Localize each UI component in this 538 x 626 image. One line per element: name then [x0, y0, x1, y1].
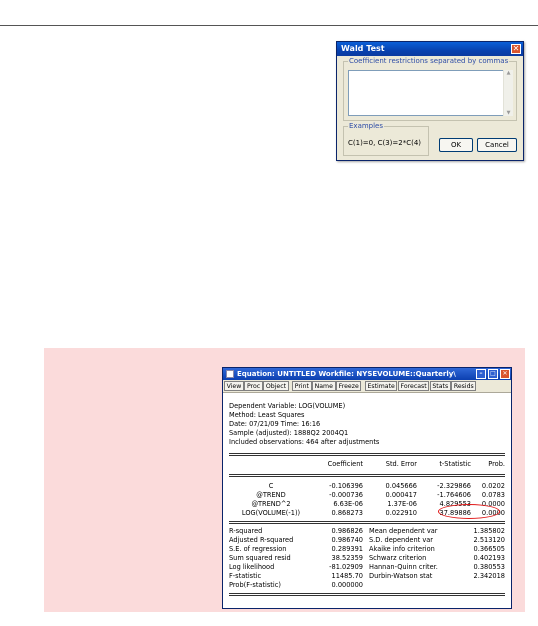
cancel-button[interactable]: Cancel [477, 138, 517, 152]
t-statistic-value: 4.829553 [439, 500, 471, 508]
stat-label: S.D. dependent var [369, 536, 433, 544]
name-button[interactable]: Name [312, 381, 335, 391]
estimate-button[interactable]: Estimate [365, 381, 398, 391]
forecast-button[interactable]: Forecast [398, 381, 429, 391]
stat-label: Mean dependent var [369, 527, 438, 535]
equation-window [222, 367, 512, 609]
date-line: Date: 07/21/09 Time: 16:16 [229, 420, 321, 428]
t-statistic-value: 37.89886 [439, 509, 471, 517]
table-rule [229, 455, 505, 456]
column-header: Coefficient [327, 460, 363, 468]
std-error-value: 0.000417 [385, 491, 417, 499]
annotation-ellipse [438, 504, 500, 519]
window-menu-icon[interactable] [226, 370, 234, 378]
variable-name: C [268, 482, 274, 490]
print-button[interactable]: Print [292, 381, 311, 391]
column-header: t-Statistic [439, 460, 471, 468]
stat-value: 0.986826 [331, 527, 363, 535]
view-button[interactable]: View [224, 381, 244, 391]
examples-group [343, 122, 429, 156]
coefficient-value: -0.000736 [329, 491, 363, 499]
restrictions-group [343, 57, 517, 121]
coefficient-value: 0.868273 [331, 509, 363, 517]
method-line: Method: Least Squares [229, 411, 305, 419]
stat-value: 0.380553 [473, 563, 505, 571]
table-rule [229, 476, 505, 477]
variable-name: @TREND [256, 491, 286, 499]
equation-title: Equation: UNTITLED Workfile: NYSEVOLUME::Quarterly\ [237, 370, 456, 378]
sample-line: Sample (adjusted): 1888Q2 2004Q1 [229, 429, 349, 437]
dependent-variable-line: Dependent Variable: LOG(VOLUME) [229, 402, 346, 410]
stat-value: 38.52359 [331, 554, 363, 562]
stat-label: Akaike info criterion [369, 545, 435, 553]
scroll-down-icon[interactable]: ▼ [506, 110, 511, 116]
maximize-icon[interactable]: □ [488, 369, 498, 379]
prob-value: 0.0202 [481, 482, 505, 490]
resids-button[interactable]: Resids [451, 381, 476, 391]
column-header: Prob. [488, 460, 505, 468]
minimize-icon[interactable]: – [476, 369, 486, 379]
stat-label: Prob(F-statistic) [229, 581, 281, 589]
stat-value: 0.289391 [331, 545, 363, 553]
table-rule [229, 453, 505, 454]
restrictions-input[interactable] [348, 70, 512, 116]
prob-value: 0.0000 [481, 500, 505, 508]
coefficient-value: 6.63E-06 [333, 500, 363, 508]
stat-label: S.E. of regression [229, 545, 287, 553]
std-error-value: 0.045666 [385, 482, 417, 490]
close-icon[interactable]: ✕ [512, 44, 520, 53]
stat-value: 1.385802 [473, 527, 505, 535]
t-statistic-value: -2.329866 [437, 482, 471, 490]
prob-value: 0.0000 [481, 509, 505, 517]
examples-label: Examples [349, 122, 384, 130]
coefficient-value: -0.106396 [329, 482, 363, 490]
stat-value: 0.366505 [473, 545, 505, 553]
t-statistic-value: -1.764606 [437, 491, 471, 499]
top-rule [0, 25, 538, 26]
stat-value: 2.342018 [473, 572, 505, 580]
stat-label: Adjusted R-squared [229, 536, 294, 544]
column-header: Std. Error [385, 460, 417, 468]
stat-value: -81.02909 [329, 563, 363, 571]
table-rule [229, 523, 505, 524]
freeze-button[interactable]: Freeze [336, 381, 361, 391]
variable-name: @TREND^2 [251, 500, 291, 508]
restrictions-scrollbar[interactable] [503, 70, 513, 116]
stat-label: R-squared [229, 527, 263, 535]
std-error-value: 1.37E-06 [387, 500, 417, 508]
std-error-value: 0.022910 [385, 509, 417, 517]
wald-dialog-title: Wald Test [341, 44, 385, 53]
stat-value: 0.402193 [473, 554, 505, 562]
stat-label: Hannan-Quinn criter. [369, 563, 438, 571]
equation-titlebar[interactable] [223, 368, 511, 380]
stat-value: 11485.70 [331, 572, 363, 580]
proc-button[interactable]: Proc [244, 381, 262, 391]
wald-test-dialog [336, 41, 524, 161]
stat-label: Schwarz criterion [369, 554, 427, 562]
scroll-up-icon[interactable]: ▲ [506, 70, 511, 76]
observations-line: Included observations: 464 after adjustments [229, 438, 380, 446]
table-rule [229, 593, 505, 594]
stat-label: Sum squared resid [229, 554, 291, 562]
wald-dialog-titlebar[interactable] [337, 42, 523, 56]
table-rule [229, 521, 505, 522]
close-icon[interactable]: ✕ [500, 369, 510, 379]
restrictions-label: Coefficient restrictions separated by commas [349, 57, 509, 65]
stats-button[interactable]: Stats [430, 381, 451, 391]
examples-text: C(1)=0, C(3)=2*C(4) [348, 139, 421, 147]
stat-value: 2.513120 [473, 536, 505, 544]
object-button[interactable]: Object [263, 381, 288, 391]
stat-label: Durbin-Watson stat [369, 572, 433, 580]
prob-value: 0.0783 [481, 491, 505, 499]
stat-value: 0.000000 [331, 581, 363, 589]
stat-label: F-statistic [229, 572, 262, 580]
table-rule [229, 595, 505, 596]
ok-button[interactable]: OK [439, 138, 473, 152]
equation-toolbar [223, 380, 511, 393]
variable-name: LOG(VOLUME(-1)) [241, 509, 301, 517]
stat-label: Log likelihood [229, 563, 275, 571]
table-rule [229, 474, 505, 475]
stat-value: 0.986740 [331, 536, 363, 544]
